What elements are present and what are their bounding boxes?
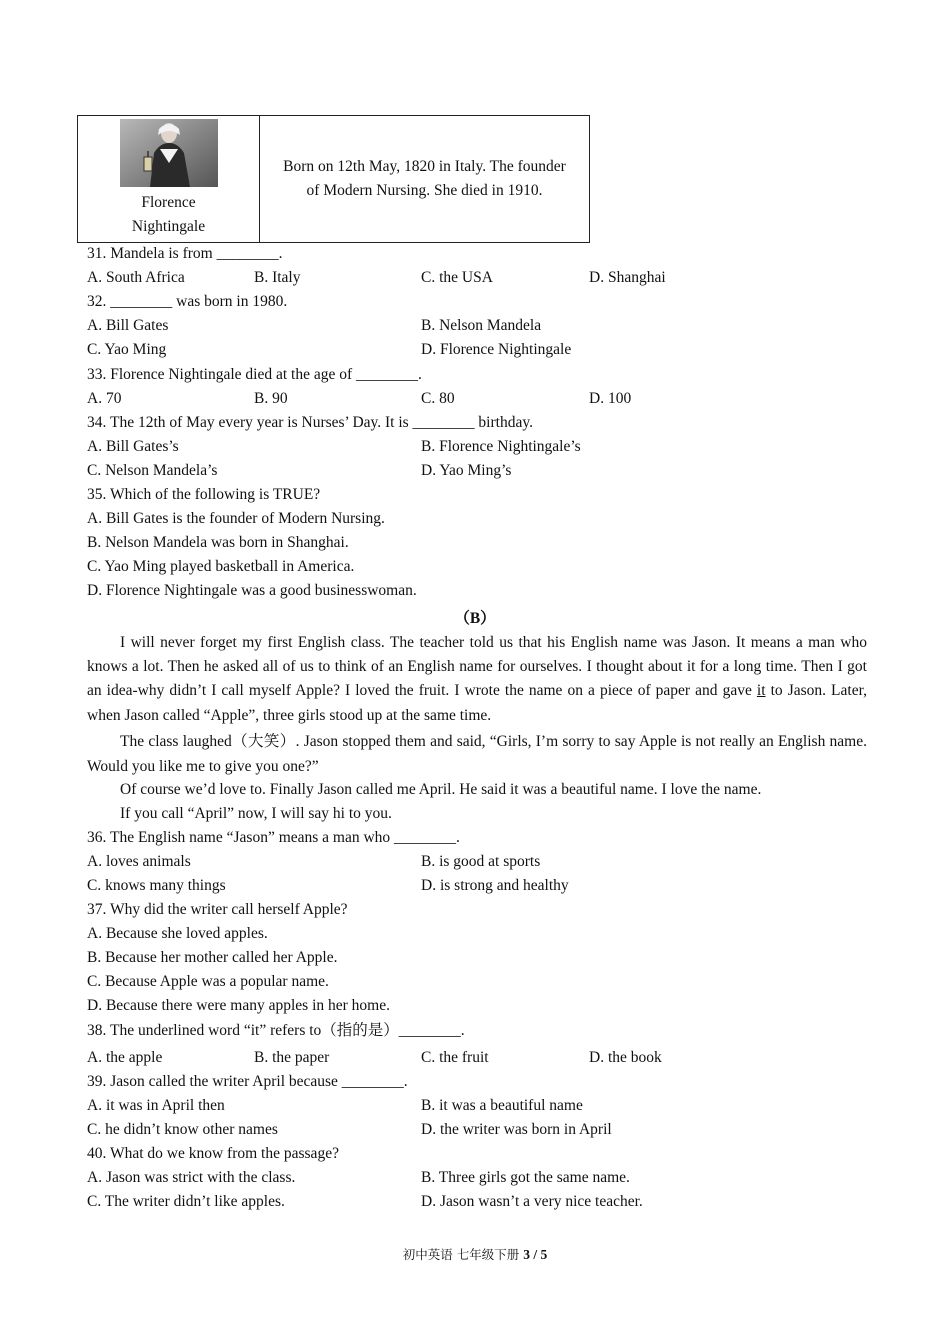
question-36: 36. The English name “Jason” means a man who ________. — [87, 829, 460, 846]
question-32: 32. ________ was born in 1980. — [87, 293, 288, 310]
question-40: 40. What do we know from the passage? — [87, 1145, 339, 1162]
option-31-c[interactable]: C. the USA — [421, 269, 493, 286]
option-37-d[interactable]: D. Because there were many apples in her home. — [87, 997, 390, 1014]
passage-p1-text: I will never forget my first English class. The teacher told us that his English name was Jason. It means a man who knows a lot. Then he asked all of us to think of an English name for ourselves. I thought about it for a long time. Then I got an idea-why didn’t I call myself Apple? I loved the fruit. I wrote the name on a piece of paper and gave — [87, 634, 867, 700]
option-32-c[interactable]: C. Yao Ming — [87, 341, 167, 358]
option-34-c[interactable]: C. Nelson Mandela’s — [87, 462, 218, 479]
passage-paragraph-1 — [87, 631, 867, 728]
option-34-a[interactable]: A. Bill Gates’s — [87, 438, 179, 455]
option-34-b[interactable]: B. Florence Nightingale’s — [421, 438, 581, 455]
option-40-b[interactable]: B. Three girls got the same name. — [421, 1169, 630, 1186]
question-31: 31. Mandela is from ________. — [87, 245, 283, 262]
passage-paragraph-3: Of course we’d love to. Finally Jason called me April. He said it was a beautiful name. I love the name. — [120, 781, 762, 798]
option-40-c[interactable]: C. The writer didn’t like apples. — [87, 1193, 285, 1210]
option-40-d[interactable]: D. Jason wasn’t a very nice teacher. — [421, 1193, 643, 1210]
person-name-line1: Florence — [141, 194, 196, 211]
person-info-table — [77, 115, 590, 243]
option-40-a[interactable]: A. Jason was strict with the class. — [87, 1169, 296, 1186]
question-39: 39. Jason called the writer April because ________. — [87, 1073, 408, 1090]
option-38-a[interactable]: A. the apple — [87, 1049, 163, 1066]
option-32-b[interactable]: B. Nelson Mandela — [421, 317, 542, 334]
passage-paragraph-2: The class laughed（大笑）. Jason stopped them and said, “Girls, I’m sorry to say Apple is not really an English name. Would you like me to give you one?” — [87, 733, 867, 775]
reading-passage — [87, 631, 867, 728]
option-36-b[interactable]: B. is good at sports — [421, 853, 541, 870]
person-info-line1: Born on 12th May, 1820 in Italy. The founder — [283, 158, 566, 175]
passage-paragraph-2-wrap — [87, 729, 867, 779]
option-36-c[interactable]: C. knows many things — [87, 877, 226, 894]
person-info-cell — [260, 116, 590, 243]
option-36-a[interactable]: A. loves animals — [87, 853, 191, 870]
passage-paragraph-4: If you call “April” now, I will say hi to you. — [120, 805, 392, 822]
option-38-b[interactable]: B. the paper — [254, 1049, 330, 1066]
option-39-c[interactable]: C. he didn’t know other names — [87, 1121, 278, 1138]
option-38-d[interactable]: D. the book — [589, 1049, 662, 1066]
option-35-a[interactable]: A. Bill Gates is the founder of Modern Nursing. — [87, 510, 385, 527]
option-37-b[interactable]: B. Because her mother called her Apple. — [87, 949, 338, 966]
passage-p1-text-end: to Jason. Later, when Jason called “Apple”, three girls stood up at the same time. — [87, 682, 868, 724]
option-31-a[interactable]: A. South Africa — [87, 269, 185, 286]
option-36-d[interactable]: D. is strong and healthy — [421, 877, 569, 894]
option-38-c[interactable]: C. the fruit — [421, 1049, 489, 1066]
question-35: 35. Which of the following is TRUE? — [87, 486, 321, 503]
option-34-d[interactable]: D. Yao Ming’s — [421, 462, 512, 479]
footer-label: 初中英语 七年级下册 — [402, 1247, 524, 1262]
underlined-word-it: it — [756, 682, 766, 700]
portrait-cell — [78, 116, 260, 243]
question-34: 34. The 12th of May every year is Nurses’ Day. It is ________ birthday. — [87, 414, 533, 431]
option-32-d[interactable]: D. Florence Nightingale — [421, 341, 572, 358]
question-33: 33. Florence Nightingale died at the age of ________. — [87, 366, 422, 383]
option-33-d[interactable]: D. 100 — [589, 390, 632, 407]
option-39-b[interactable]: B. it was a beautiful name — [421, 1097, 583, 1114]
option-37-a[interactable]: A. Because she loved apples. — [87, 925, 268, 942]
option-32-a[interactable]: A. Bill Gates — [87, 317, 169, 334]
nightingale-portrait-image — [120, 119, 218, 187]
question-38: 38. The underlined word “it” refers to（指的是）________. — [87, 1022, 465, 1039]
option-39-a[interactable]: A. it was in April then — [87, 1097, 225, 1114]
option-33-b[interactable]: B. 90 — [254, 390, 288, 407]
option-31-b[interactable]: B. Italy — [254, 269, 301, 286]
option-35-d[interactable]: D. Florence Nightingale was a good businesswoman. — [87, 582, 417, 599]
page-footer — [0, 1245, 950, 1263]
page-number: 3 / 5 — [523, 1247, 548, 1262]
section-b-title: （B） — [454, 610, 496, 627]
option-35-c[interactable]: C. Yao Ming played basketball in America. — [87, 558, 355, 575]
option-37-c[interactable]: C. Because Apple was a popular name. — [87, 973, 329, 990]
option-33-c[interactable]: C. 80 — [421, 390, 455, 407]
option-39-d[interactable]: D. the writer was born in April — [421, 1121, 612, 1138]
option-33-a[interactable]: A. 70 — [87, 390, 122, 407]
person-info-line2: of Modern Nursing. She died in 1910. — [306, 182, 543, 199]
person-name-line2: Nightingale — [131, 218, 206, 235]
option-35-b[interactable]: B. Nelson Mandela was born in Shanghai. — [87, 534, 349, 551]
option-31-d[interactable]: D. Shanghai — [589, 269, 666, 286]
question-37: 37. Why did the writer call herself Apple? — [87, 901, 348, 918]
